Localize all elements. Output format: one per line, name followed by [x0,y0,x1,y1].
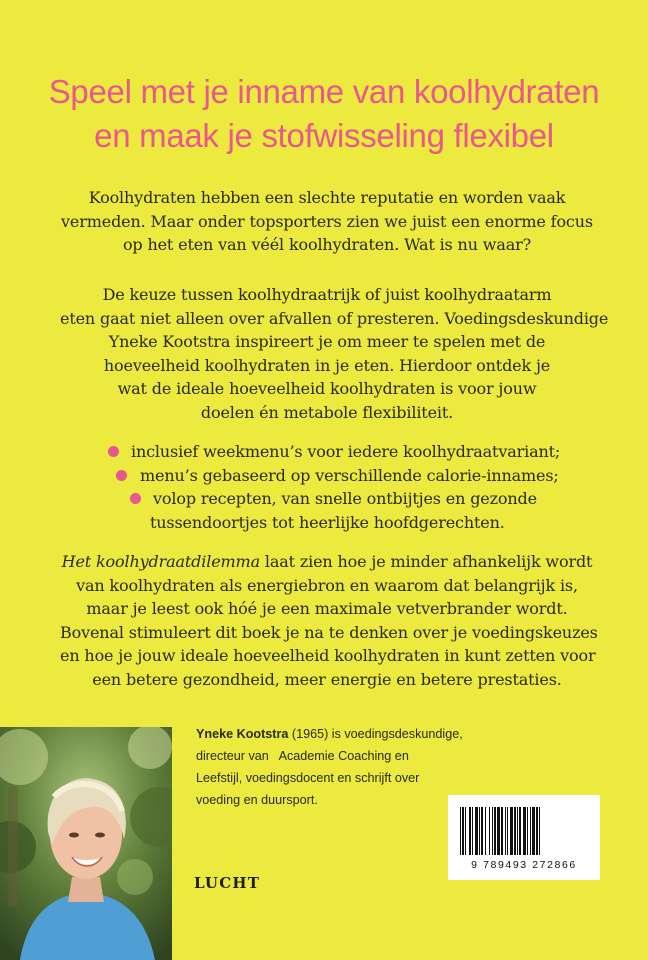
barcode-bar [469,807,471,855]
bullet-item [60,487,594,511]
intro-paragraph [60,186,594,257]
barcode-bar [510,807,513,855]
barcode-bar [465,807,466,855]
feature-bullet-list [60,440,594,534]
pink-bullet-icon [130,493,141,504]
barcode-bar [475,807,478,855]
text-line: eten gaat niet alleen over afvallen of presteren. Voedingsdeskundige [60,308,609,328]
text-fragment: (1965) is voedingsdeskundige, [288,727,463,741]
text-line: op het eten van véél koolhydraten. Wat is nu waar? [122,235,532,255]
text-line: voeding en duursport. [196,793,318,807]
author-name: Yneke Kootstra [196,727,289,741]
text-line: Bovenal stimuleert dit boek je na te denken over je voedingskeuzes [60,622,598,642]
text-line: Leefstijl, voedingsdocent en schrijft over [196,771,420,785]
barcode-bar [514,807,516,855]
barcode-bar [485,807,486,855]
text-line: een betere gezondheid, meer energie en betere prestaties. [92,669,562,689]
barcode-bar [460,807,461,855]
text-line: maar je leest ook hóé je een maximale vetverbrander wordt. [86,599,568,619]
barcode-bar [507,807,508,855]
barcode-bar [539,807,540,855]
barcode-bar [494,807,496,855]
bullet-text: volop recepten, van snelle ontbijtjes en gezonde [153,489,537,509]
headline-line-2: en maak je stofwisseling flexibel [94,117,554,154]
headline-line-1: Speel met je inname van koolhydraten [48,73,600,110]
barcode-bar [530,807,531,855]
text-line: en hoe je jouw ideale hoeveelheid koolhydraten in kunt zetten voor [60,646,596,666]
barcode-bar [472,807,473,855]
text-line: De keuze tussen koolhydraatrijk of juist koolhydraatarm [102,285,552,304]
barcode-bar [536,807,538,855]
pink-bullet-icon [116,470,127,481]
barcode-bar [481,807,483,855]
text-line: directeur van Academie Coaching en [196,749,409,763]
barcode-bar [505,807,506,855]
barcode-bar [462,807,464,855]
barcode-bar [519,807,521,855]
author-bio [196,723,463,811]
text-line [60,550,594,574]
barcode-bar [489,807,490,855]
text-line: hoeveelheid koolhydraten in je eten. Hierdoor ontdek je [103,355,551,375]
author-photo [0,727,172,960]
text-line [196,723,463,745]
barcode-bar [532,807,535,855]
author-portrait-illustration [0,727,172,960]
book-title: Het koolhydraatdilemma [61,552,260,571]
text-line: van koolhydraten als energiebron en waarom dat belangrijk is, [76,575,578,595]
text-line: Koolhydraten hebben een slechte reputatie en worden vaak [88,188,566,207]
text-line: Yneke Kootstra inspireert je om meer te spelen met de [108,332,546,352]
bullet-text: inclusief weekmenu’s voor iedere koolhydraatvariant; [131,442,561,461]
bullet-text: tussendoortjes tot heerlijke hoofdgerechten. [150,512,505,532]
bullet-text: menu’s gebaseerd op verschillende calorie-innames; [140,465,559,485]
isbn-barcode [448,795,600,880]
text-fragment: laat zien hoe je minder afhankelijk wordt [259,552,593,571]
publisher-logo: LUCHT [194,874,261,892]
bullet-item [60,464,594,488]
text-line: doelen én metabole flexibiliteit. [200,402,454,422]
text-line: wat de ideale hoeveelheid koolhydraten is voor jouw [117,379,537,399]
barcode-bar [479,807,480,855]
barcode-bar [527,807,528,855]
pink-bullet-icon [108,446,119,457]
barcode-number: 9 789493 272866 [471,859,577,871]
bullet-item [60,440,594,464]
bullet-item-continuation [60,511,594,535]
barcode-bar [517,807,518,855]
closing-paragraph [60,550,598,692]
headline [0,70,648,158]
text-line: vermeden. Maar onder topsporters zien we juist een enorme focus [61,211,593,231]
barcode-bar [523,807,526,855]
barcode-bar [501,807,503,855]
description-paragraph [60,283,609,425]
barcode-bars [458,807,590,855]
barcode-bar [492,807,493,855]
barcode-bar [497,807,500,855]
